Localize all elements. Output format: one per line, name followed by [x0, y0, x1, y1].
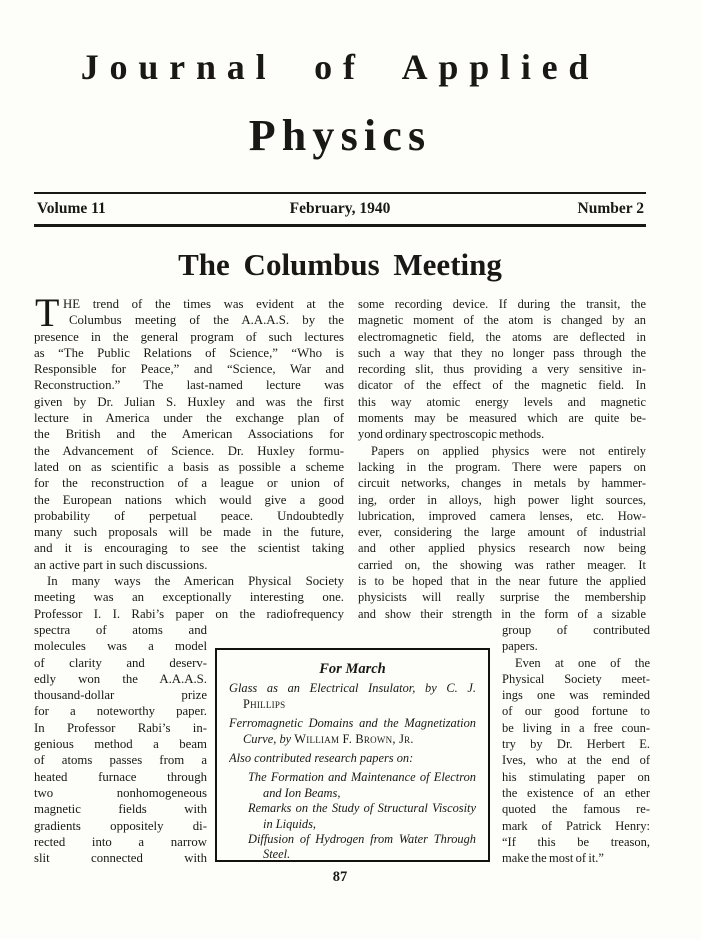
text-line: Professor I. I. Rabi’s paper on the radiofrequency [34, 606, 344, 621]
masthead-title-line2: Physics [248, 111, 432, 160]
text-line: Ives, who at the end of [502, 753, 650, 768]
text-line: lecture in America under the exchange plan of [34, 411, 344, 426]
text-line: be living in a free coun- [502, 720, 650, 735]
text-line: presence in the general program of such lectures [34, 329, 344, 344]
text-line: two nonhomogeneous [34, 785, 207, 800]
text-line: for a noteworthy paper. [34, 704, 207, 719]
text-line: Responsible for Peace,” and “Science, War and [34, 362, 344, 377]
text-line: magnetic fields with [34, 802, 207, 817]
text-line: of our good fortune to [502, 704, 650, 719]
small-caps-name: William F. Brown, Jr. [294, 731, 414, 746]
text-line: electromagnetic field, the atoms are deflected in [358, 329, 646, 344]
text-line: quoted the famous re- [502, 802, 650, 817]
text-line: genious method a beam [34, 737, 207, 752]
text-line: heated furnace through [34, 769, 207, 784]
text-line: lated on as scientific a basis as possible a scheme [34, 459, 344, 474]
column-2-full-text [358, 296, 646, 622]
text-line: Steel. [263, 847, 291, 862]
column-1-full-text [34, 296, 344, 622]
text-line: make the most of it.” [502, 851, 604, 866]
text-line: Curve, by William F. Brown, Jr. [243, 731, 414, 746]
text-line: The Formation and Maintenance of Electron [248, 770, 476, 785]
text-line: ing, order in alloys, high power light sources, [358, 492, 646, 507]
text-line: ings one was reminded [502, 688, 650, 703]
text-line: lacking in the program. There were papers on [358, 459, 646, 474]
text-line: the British and the American Associations for [34, 427, 344, 442]
text-line: is to be hoped that in the near future the applied [358, 574, 646, 589]
text-line: an active part in such discussions. [34, 557, 208, 572]
text-line [229, 697, 476, 712]
march-box-contents [229, 681, 476, 862]
text-line: gradients oppositely di- [34, 818, 207, 833]
text-line: this way atomic energy levels and magnetic [358, 394, 646, 409]
text-line: rected into a narrow [34, 834, 207, 849]
text-line: his stimulating paper on [502, 769, 650, 784]
text-line: given by Dr. Julian S. Huxley and was the first [34, 394, 344, 409]
text-line: group of contributed [502, 623, 650, 637]
text-line: spectra of atoms and [34, 623, 207, 637]
text-line: Papers on applied physics were not entirely [371, 443, 646, 458]
text-line: thousand-dollar prize [34, 688, 207, 703]
text-line: In many ways the American Physical Society [47, 574, 344, 589]
article-title: The Columbus Meeting [178, 247, 502, 282]
text-line: the existence of an ether [502, 785, 650, 800]
text-line: such a way that they no longer pass through the [358, 345, 646, 360]
text-line: Remarks on the Study of Structural Viscosity [248, 801, 476, 816]
column-1-narrow-text [34, 622, 207, 866]
volume-label: Volume 11 [37, 200, 106, 217]
text-line: and Ion Beams, [263, 785, 341, 800]
text-line: Physical Society meet- [502, 671, 650, 686]
text-line: try by Dr. Herbert E. [502, 737, 650, 752]
text-line: and other applied physics research now being [358, 541, 646, 556]
text-line: slit connected with [34, 851, 207, 866]
text-line: ever, considering the large amount of industrial [358, 525, 646, 540]
text-line: moments may be measured which are quite be- [358, 411, 646, 426]
text-line: recording slit, thus providing a very sensitive in- [358, 362, 646, 377]
number-label: Number 2 [577, 200, 644, 217]
small-caps-name: Phillips [243, 696, 286, 711]
text-line: dicator of the effect of the magnetic field. In [358, 378, 646, 393]
text-line: HE trend of the times was evident at the [63, 297, 344, 311]
text-line: circuit networks, changes in metals by hammer- [358, 476, 646, 491]
text-line: the Advancement of Science. Dr. Huxley formu- [34, 443, 344, 458]
text-line: physicists will really surprise the membership [358, 590, 646, 605]
text-line: for the reconstruction of a league or union of [34, 476, 344, 491]
issue-bar [34, 192, 646, 227]
text-line: molecules was a model [34, 639, 207, 654]
text-line: many such proposals will be made in the future, [34, 525, 344, 540]
march-preview-box [215, 648, 490, 862]
text-line: Also contributed research papers on: [229, 750, 414, 765]
text-line: yond ordinary spectroscopic methods. [358, 427, 545, 442]
text-line: as “The Public Relations of Science,” “Who is [34, 345, 344, 360]
text-line: carried on, the showing was rather meager. It [358, 557, 646, 572]
text-line: of atoms passes from a [34, 753, 207, 768]
masthead-title-line1: Journal of Applied [80, 47, 600, 87]
text-line: Reconstruction.” The last-named lecture was [34, 378, 344, 393]
page-number: 87 [332, 869, 348, 885]
text-line: probability of perpetual peace. Undoubtedly [34, 508, 344, 523]
text-line: Diffusion of Hydrogen from Water Through [248, 831, 476, 846]
text-line: mark of Patrick Henry: [502, 818, 650, 833]
text-line: lubrication, improved camera lenses, etc. How- [358, 508, 646, 523]
text-line: and show their strength in the form of a sizable [358, 606, 646, 621]
text-line: In Professor Rabi’s in- [34, 720, 207, 735]
text-line: of clarity and deserv- [34, 655, 207, 670]
text-line: Glass as an Electrical Insulator, by C. J. [229, 681, 476, 696]
text-line: the European nations which would give a good [34, 492, 344, 507]
column-2-narrow-text [502, 622, 650, 866]
text-line: magnetic moment of the atom is changed by an [358, 313, 646, 328]
page-content [34, 0, 650, 939]
text-line: Even at one of the [515, 655, 650, 670]
issue-date: February, 1940 [289, 200, 391, 217]
text-line: some recording device. If during the transit, the [358, 297, 646, 311]
text-line: meeting was an exceptionally interesting one. [34, 590, 344, 605]
text-line: in Liquids, [263, 816, 317, 831]
text-line: “If this be treason, [502, 834, 650, 849]
march-box-title: For March [319, 661, 386, 677]
text-line: Ferromagnetic Domains and the Magnetization [229, 716, 476, 731]
text-line: edly won the A.A.A.S. [34, 671, 207, 686]
drop-cap: T [35, 290, 60, 335]
text-line: Columbus meeting of the A.A.A.S. by the [69, 313, 344, 328]
text-line: and it is encouraging to see the scientist taking [34, 541, 344, 556]
text-line: papers. [502, 639, 538, 654]
